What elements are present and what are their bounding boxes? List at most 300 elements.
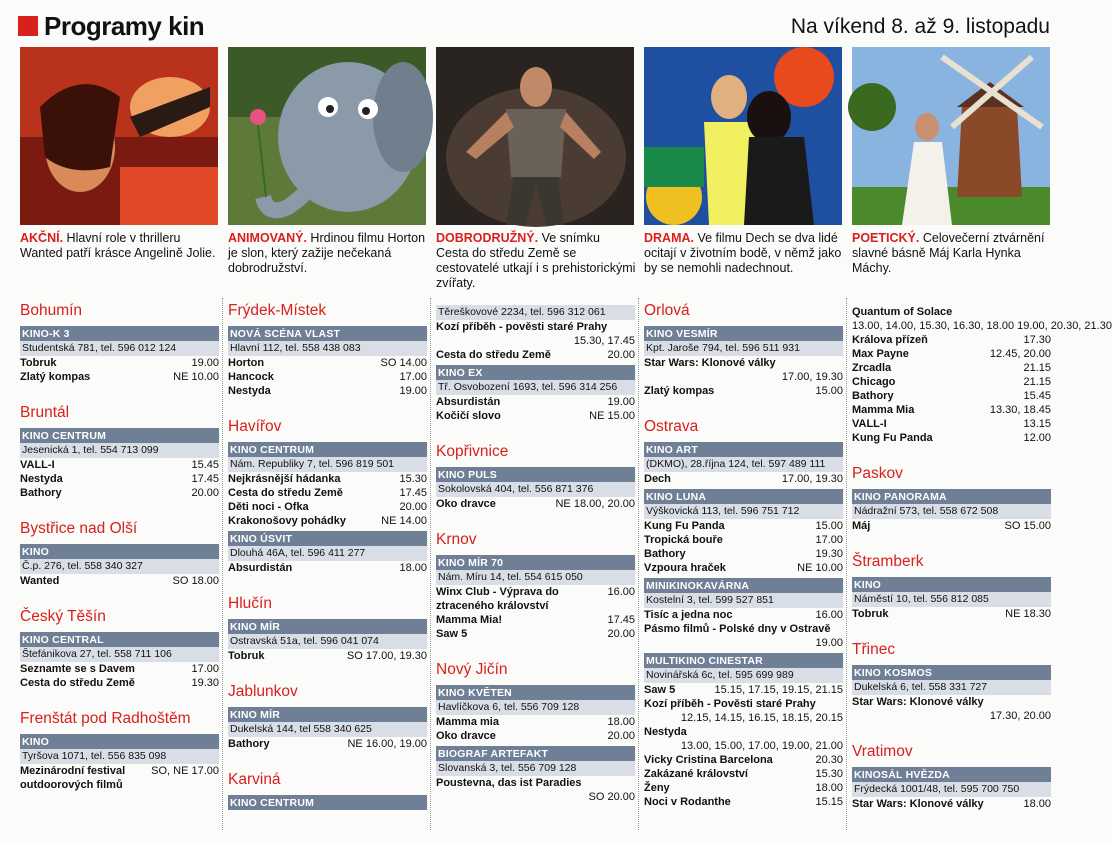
film-showtimes: 15.00 — [815, 520, 843, 532]
film-row — [228, 384, 427, 398]
film-title: Nestyda — [228, 385, 271, 397]
caption-genre: DOBRODRUŽNÝ. — [436, 231, 539, 245]
film-title: Bathory — [20, 487, 62, 499]
city-heading: Vratimov — [852, 743, 913, 760]
film-title: Tropická bouře — [644, 534, 723, 546]
city-heading: Nový Jičín — [436, 661, 508, 678]
film-showtimes: 21.15 — [1023, 376, 1051, 388]
cinema-address: Nádražní 573, tel. 558 672 508 — [852, 504, 1051, 519]
film-showtimes: 19.00 — [399, 385, 427, 397]
film-row — [228, 356, 427, 370]
film-row — [644, 608, 843, 622]
film-row — [644, 781, 843, 795]
film-showtimes: 17.00 — [815, 534, 843, 546]
film-title: Absurdistán — [228, 562, 293, 574]
film-title: Max Payne — [852, 348, 909, 360]
film-row — [852, 431, 1051, 445]
film-title: Ženy — [644, 782, 670, 794]
film-row — [228, 486, 427, 500]
film-showtimes: 20.00 — [607, 628, 635, 640]
film-title: Oko dravce — [436, 498, 496, 510]
film-showtimes: NE 10.00 — [797, 562, 843, 574]
film-showtimes: 15.15, 17.15, 19.15, 21.15 — [714, 684, 843, 696]
film-title: Mezinárodní festival outdoorových filmů — [20, 765, 126, 791]
cinema-name-bar: BIOGRAF ARTEFAKT — [436, 746, 635, 761]
city-heading: Ostrava — [644, 418, 699, 435]
film-title: Cesta do středu Země — [228, 487, 343, 499]
cinema-address: Náměstí 10, tel. 556 812 085 — [852, 592, 1051, 607]
city-section — [228, 683, 427, 751]
film-showtimes: 12.15, 14.15, 16.15, 18.15, 20.15 — [680, 712, 843, 724]
film-title: Nejkrásnější hádanka — [228, 473, 341, 485]
film-title: Saw 5 — [436, 628, 468, 640]
film-showtimes: 17.30 — [1023, 334, 1051, 346]
film-row — [20, 676, 219, 690]
film-title: Krakonošovy pohádky — [228, 515, 346, 527]
film-title: Star Wars: Klonové války — [644, 357, 776, 369]
cinema-name-bar: KINO MÍR 70 — [436, 555, 635, 570]
caption-animated — [228, 231, 428, 276]
film-showtimes: 15.30, 17.45 — [573, 335, 635, 347]
column-divider — [222, 298, 223, 830]
cinema-name-bar: KINO KOSMOS — [852, 665, 1051, 680]
film-showtimes: 17.45 — [399, 487, 427, 499]
film-showtimes: 13.00, 14.00, 15.30, 16.30, 18.00 19.00, 20.30, 21.30 — [852, 320, 1112, 332]
cinema-name-bar: KINO — [852, 577, 1051, 592]
film-title: Děti noci - Ofka — [228, 501, 309, 513]
city-section — [20, 302, 219, 384]
film-title: Vzpoura hraček — [644, 562, 726, 574]
film-showtimes: 15.00 — [815, 385, 843, 397]
listing-column-2 — [228, 298, 427, 836]
city-heading: Třinec — [852, 641, 896, 658]
film-showtimes: 19.30 — [815, 548, 843, 560]
film-row — [20, 764, 219, 792]
city-section — [20, 710, 219, 792]
city-section — [852, 465, 1051, 533]
film-showtimes: 13.15 — [1023, 418, 1051, 430]
film-title: Nestyda — [644, 726, 687, 738]
column-divider — [846, 298, 847, 830]
film-row — [436, 348, 635, 362]
city-section — [228, 302, 427, 398]
city-section — [228, 771, 427, 810]
caption-genre: POETICKÝ. — [852, 231, 920, 245]
film-row — [436, 395, 635, 409]
film-title: Zrcadla — [852, 362, 892, 374]
film-row — [644, 753, 843, 767]
film-showtimes: 21.15 — [1023, 362, 1051, 374]
film-row — [644, 795, 843, 809]
film-showtimes: 18.00 — [815, 782, 843, 794]
city-section — [852, 305, 1112, 445]
film-title: Chicago — [852, 376, 896, 388]
city-heading: Karviná — [228, 771, 281, 788]
photo-drama-couple — [644, 47, 842, 225]
city-heading: Krnov — [436, 531, 477, 548]
cinema-name-bar: KINO CENTRUM — [20, 428, 219, 443]
film-title: Wanted — [20, 575, 60, 587]
film-row — [20, 574, 219, 588]
film-title: Seznamte se s Davem — [20, 663, 135, 675]
film-row — [20, 458, 219, 472]
city-section — [436, 531, 635, 641]
film-showtimes: 15.30 — [815, 768, 843, 780]
film-showtimes: 18.00 — [607, 716, 635, 728]
film-showtimes: 12.45, 20.00 — [989, 348, 1051, 360]
film-showtimes: 15.15 — [815, 796, 843, 808]
cinema-name-bar: KINO VESMÍR — [644, 326, 843, 341]
cinema-address: Jesenická 1, tel. 554 713 099 — [20, 443, 219, 458]
film-title: Máj — [852, 520, 871, 532]
cinema-name-bar: KINO CENTRUM — [228, 795, 427, 810]
film-row — [436, 627, 635, 641]
film-showtimes: NE 10.00 — [173, 371, 219, 383]
weekend-date: Na víkend 8. až 9. listopadu — [790, 15, 1050, 38]
cinema-name-bar: KINO CENTRUM — [228, 442, 427, 457]
caption-drama — [644, 231, 844, 276]
film-showtimes: SO 17.00, 19.30 — [346, 650, 427, 662]
film-title: Dech — [644, 473, 671, 485]
city-section — [852, 743, 1051, 811]
film-row — [436, 729, 635, 743]
film-row — [644, 519, 843, 533]
film-row — [436, 715, 635, 729]
film-row — [644, 356, 843, 384]
cinema-name-bar: KINO EX — [436, 365, 635, 380]
film-title: Kozí příběh - pověsti staré Prahy — [436, 321, 608, 333]
film-title: Kung Fu Panda — [852, 432, 933, 444]
cinema-name-bar: MULTIKINO CINESTAR — [644, 653, 843, 668]
film-row — [228, 649, 427, 663]
film-title: Zakázané království — [644, 768, 748, 780]
cinema-address: Studentská 781, tel. 596 012 124 — [20, 341, 219, 356]
film-showtimes: 19.30 — [191, 677, 219, 689]
film-row — [228, 370, 427, 384]
film-row — [644, 767, 843, 781]
city-heading: Kopřivnice — [436, 443, 509, 460]
film-showtimes: 13.30, 18.45 — [989, 404, 1051, 416]
film-title: Star Wars: Klonové války — [852, 696, 984, 708]
cinema-name-bar: KINO — [20, 734, 219, 749]
city-heading: Český Těšín — [20, 608, 106, 625]
city-heading: Frýdek-Místek — [228, 302, 327, 319]
film-title: Hancock — [228, 371, 274, 383]
cinema-address: Č.p. 276, tel. 558 340 327 — [20, 559, 219, 574]
film-row — [436, 320, 635, 348]
film-row — [20, 472, 219, 486]
cinema-name-bar: KINO KVĚTEN — [436, 685, 635, 700]
city-heading: Bohumín — [20, 302, 83, 319]
column-divider — [638, 298, 639, 830]
film-showtimes: NE 18.30 — [1005, 608, 1051, 620]
city-heading: Orlová — [644, 302, 690, 319]
photo-horton-elephant — [228, 47, 426, 225]
cinema-address: Ostravská 51a, tel. 596 041 074 — [228, 634, 427, 649]
column-divider — [430, 298, 431, 830]
caption-genre: AKČNÍ. — [20, 231, 64, 245]
film-row — [228, 561, 427, 575]
cinema-address: Výškovická 113, tel. 596 751 712 — [644, 504, 843, 519]
film-row — [852, 519, 1051, 533]
film-showtimes: 12.00 — [1023, 432, 1051, 444]
film-showtimes: NE 16.00, 19.00 — [347, 738, 427, 750]
film-title: Tobruk — [852, 608, 889, 620]
city-heading: Frenštát pod Radhoštěm — [20, 710, 191, 727]
listing-column-1 — [20, 298, 219, 836]
cinema-name-bar: KINO PULS — [436, 467, 635, 482]
cinema-address: Kpt. Jaroše 794, tel. 596 511 931 — [644, 341, 843, 356]
cinema-name-bar: KINO MÍR — [228, 619, 427, 634]
film-showtimes: SO, NE 17.00 — [151, 765, 219, 777]
film-row — [852, 333, 1051, 347]
film-row — [436, 776, 635, 804]
film-showtimes: 20.00 — [399, 501, 427, 513]
film-row — [644, 533, 843, 547]
film-title: Poustevna, das ist Paradies — [436, 777, 582, 789]
film-row — [228, 500, 427, 514]
film-title: Zlatý kompas — [644, 385, 715, 397]
film-row — [436, 497, 635, 511]
film-row — [644, 547, 843, 561]
listing-column-3 — [436, 305, 635, 843]
film-title: Tisíc a jedna noc — [644, 609, 733, 621]
film-title: Tobruk — [20, 357, 57, 369]
city-section — [436, 305, 635, 423]
film-row — [852, 361, 1051, 375]
film-title: Mamma Mia! — [436, 614, 503, 626]
film-title: Quantum of Solace — [852, 306, 953, 318]
film-title: Absurdistán — [436, 396, 501, 408]
film-title: Vicky Cristina Barcelona — [644, 754, 773, 766]
film-row — [644, 384, 843, 398]
city-heading: Štramberk — [852, 553, 924, 570]
city-heading: Paskov — [852, 465, 903, 482]
film-title: Kočičí slovo — [436, 410, 501, 422]
film-showtimes: 16.00 — [815, 609, 843, 621]
film-title: Bathory — [644, 548, 686, 560]
cinema-address: Štefánikova 27, tel. 558 711 106 — [20, 647, 219, 662]
film-row — [852, 389, 1051, 403]
film-showtimes: 17.45 — [191, 473, 219, 485]
film-row — [852, 607, 1051, 621]
page-title: Programy kin — [44, 11, 205, 41]
listing-column-4 — [644, 298, 843, 836]
film-title: Nestyda — [20, 473, 63, 485]
film-showtimes: 17.30, 20.00 — [989, 710, 1051, 722]
film-title: Pásmo filmů - Polské dny v Ostravě — [644, 623, 831, 635]
film-showtimes: 20.00 — [607, 730, 635, 742]
cinema-address: Dukelská 6, tel. 558 331 727 — [852, 680, 1051, 695]
cinema-address: Havlíčkova 6, tel. 556 709 128 — [436, 700, 635, 715]
city-section — [20, 520, 219, 588]
film-showtimes: 15.30 — [399, 473, 427, 485]
film-showtimes: 19.00 — [191, 357, 219, 369]
caption-genre: DRAMA. — [644, 231, 694, 245]
film-title: Bathory — [852, 390, 894, 402]
cinema-name-bar: KINO MÍR — [228, 707, 427, 722]
film-row — [644, 725, 843, 753]
film-showtimes: 17.00 — [191, 663, 219, 675]
cinema-address: Slovanská 3, tel. 556 709 128 — [436, 761, 635, 776]
film-showtimes: SO 18.00 — [172, 575, 219, 587]
film-title: Tobruk — [228, 650, 265, 662]
city-heading: Bystřice nad Olší — [20, 520, 138, 537]
film-title: Mamma Mia — [852, 404, 915, 416]
caption-text: Hrdinou filmu Horton je slon, který zažije nečekaná dobrodružství. — [228, 231, 426, 275]
film-row — [228, 472, 427, 486]
film-row — [852, 305, 1112, 333]
caption-text: Ve snímku Cesta do středu Země se cestovatelé utkají i s prehistorickými zvířaty. — [436, 231, 636, 290]
film-row — [20, 356, 219, 370]
film-row — [20, 370, 219, 384]
film-row — [436, 613, 635, 627]
film-title: Kung Fu Panda — [644, 520, 725, 532]
cinema-name-bar: KINO CENTRAL — [20, 632, 219, 647]
film-row — [644, 683, 843, 697]
cinema-address: Nám. Míru 14, tel. 554 615 050 — [436, 570, 635, 585]
cinema-address: Nám. Republiky 7, tel. 596 819 501 — [228, 457, 427, 472]
cinema-name-bar: KINO-K 3 — [20, 326, 219, 341]
film-title: Cesta do středu Země — [20, 677, 135, 689]
caption-genre: ANIMOVANÝ. — [228, 231, 307, 245]
cinema-name-bar: MINIKINOKAVÁRNA — [644, 578, 843, 593]
city-heading: Hlučín — [228, 595, 272, 612]
cinema-name-bar: KINO ÚSVIT — [228, 531, 427, 546]
film-row — [852, 417, 1051, 431]
film-row — [20, 486, 219, 500]
film-showtimes: 18.00 — [399, 562, 427, 574]
film-showtimes: 17.00 — [399, 371, 427, 383]
film-row — [852, 797, 1051, 811]
film-title: Winx Club - Výprava do ztraceného království — [436, 586, 559, 612]
city-section — [436, 661, 635, 804]
cinema-name-bar: NOVÁ SCÉNA VLAST — [228, 326, 427, 341]
film-row — [644, 561, 843, 575]
cinema-address: Těreškovové 2234, tel. 596 312 061 — [436, 305, 635, 320]
film-showtimes: 15.45 — [191, 459, 219, 471]
caption-action — [20, 231, 220, 261]
cinema-address: Dlouhá 46A, tel. 596 411 277 — [228, 546, 427, 561]
film-showtimes: 17.00, 19.30 — [781, 473, 843, 485]
film-showtimes: NE 18.00, 20.00 — [555, 498, 635, 510]
caption-text: Ve filmu Dech se dva lidé ocitají v životním bodě, v němž jako by se nemohli nadechnout. — [644, 231, 842, 275]
film-row — [228, 737, 427, 751]
city-heading: Bruntál — [20, 404, 70, 421]
film-row — [436, 409, 635, 423]
film-showtimes: 18.00 — [1023, 798, 1051, 810]
film-row — [644, 472, 843, 486]
cinema-address: Frýdecká 1001/48, tel. 595 700 750 — [852, 782, 1051, 797]
film-showtimes: 17.00, 19.30 — [781, 371, 843, 383]
film-showtimes: 19.00 — [815, 637, 843, 649]
film-title: VALL-I — [20, 459, 55, 471]
caption-poetic — [852, 231, 1052, 276]
film-showtimes: NE 15.00 — [589, 410, 635, 422]
film-title: Zlatý kompas — [20, 371, 91, 383]
film-showtimes: 15.45 — [1023, 390, 1051, 402]
film-title: Noci v Rodanthe — [644, 796, 731, 808]
film-showtimes: SO 15.00 — [1004, 520, 1051, 532]
film-showtimes: 20.00 — [607, 349, 635, 361]
film-showtimes: SO 14.00 — [380, 357, 427, 369]
city-section — [852, 641, 1051, 723]
photo-windmill-woman — [852, 47, 1050, 225]
film-row — [852, 375, 1051, 389]
cinema-address: Kostelní 3, tel. 599 527 851 — [644, 593, 843, 608]
cinema-name-bar: KINO — [20, 544, 219, 559]
film-row — [228, 514, 427, 528]
film-row — [852, 403, 1051, 417]
film-row — [852, 695, 1051, 723]
film-showtimes: SO 20.00 — [588, 791, 635, 803]
film-showtimes: 20.30 — [815, 754, 843, 766]
city-section — [20, 608, 219, 690]
film-row — [644, 697, 843, 725]
film-title: Oko dravce — [436, 730, 496, 742]
city-heading: Havířov — [228, 418, 282, 435]
film-title: Star Wars: Klonové války — [852, 798, 984, 810]
film-title: Saw 5 — [644, 684, 676, 696]
city-section — [228, 418, 427, 575]
cinema-address: Tř. Osvobození 1693, tel. 596 314 256 — [436, 380, 635, 395]
film-row — [20, 662, 219, 676]
film-title: VALL-I — [852, 418, 887, 430]
city-section — [436, 443, 635, 511]
city-section — [20, 404, 219, 500]
film-row — [436, 585, 635, 613]
film-showtimes: 17.45 — [607, 614, 635, 626]
film-showtimes: 16.00 — [607, 586, 635, 598]
city-section — [228, 595, 427, 663]
cinema-address: Hlavní 112, tel. 558 438 083 — [228, 341, 427, 356]
cinema-name-bar: KINOSÁL HVĚZDA — [852, 767, 1051, 782]
film-title: Bathory — [228, 738, 270, 750]
cinema-address: Novinářská 6c, tel. 595 699 989 — [644, 668, 843, 683]
caption-text: Celovečerní ztvárnění slavné básně Máj Karla Hynka Máchy. — [852, 231, 1045, 275]
page-header — [18, 12, 1050, 42]
caption-adventure — [436, 231, 636, 291]
film-title: Horton — [228, 357, 265, 369]
listing-column-5 — [852, 305, 1112, 843]
red-square-logo — [18, 16, 38, 36]
city-section — [644, 302, 843, 398]
film-title: Králova přízeň — [852, 334, 928, 346]
cinema-address: Sokolovská 404, tel. 556 871 376 — [436, 482, 635, 497]
film-row — [852, 347, 1051, 361]
film-showtimes: 20.00 — [191, 487, 219, 499]
cinema-address: (DKMO), 28.října 124, tel. 597 489 111 — [644, 457, 843, 472]
cinema-address: Tyršova 1071, tel. 556 835 098 — [20, 749, 219, 764]
caption-text: Hlavní role v thrilleru Wanted patří krásce Angelině Jolie. — [20, 231, 216, 260]
film-showtimes: NE 14.00 — [381, 515, 427, 527]
film-showtimes: 13.00, 15.00, 17.00, 19.00, 21.00 — [680, 740, 843, 752]
film-title: Cesta do středu Země — [436, 349, 551, 361]
cinema-name-bar: KINO PANORAMA — [852, 489, 1051, 504]
cinema-name-bar: KINO ART — [644, 442, 843, 457]
film-title: Kozí příběh - Pověsti staré Prahy — [644, 698, 816, 710]
film-title: Mamma mia — [436, 716, 499, 728]
city-section — [852, 553, 1051, 621]
photo-action-woman — [20, 47, 218, 225]
cinema-name-bar: KINO LUNA — [644, 489, 843, 504]
cinema-address: Dukelská 144, tel 558 340 625 — [228, 722, 427, 737]
city-heading: Jablunkov — [228, 683, 298, 700]
photo-journey-man — [436, 47, 634, 225]
city-section — [644, 418, 843, 809]
film-showtimes: 19.00 — [607, 396, 635, 408]
film-row — [644, 622, 843, 650]
